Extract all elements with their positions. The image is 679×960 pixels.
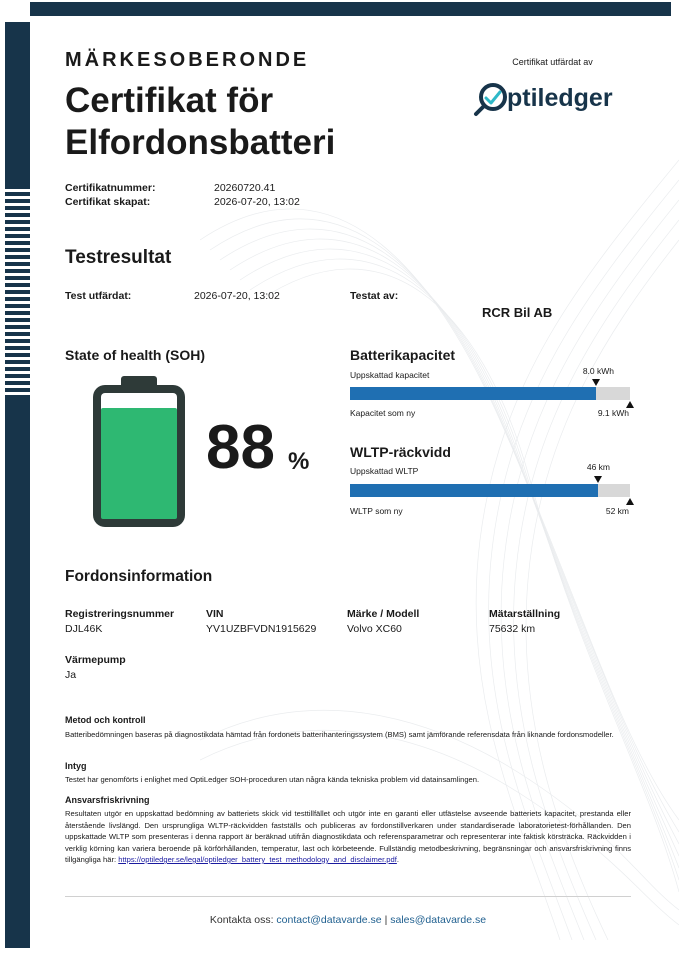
certificate-created-label: Certifikat skapat: bbox=[65, 196, 151, 208]
heat-pump-label: Värmepump bbox=[65, 654, 126, 666]
title-kicker: MÄRKESOBERONDE bbox=[65, 49, 310, 71]
certificate-created-value: 2026-07-20, 13:02 bbox=[214, 196, 300, 208]
sales-email-link[interactable]: sales@datavarde.se bbox=[390, 914, 487, 926]
capacity-estimated-value: 8.0 kWh bbox=[582, 366, 614, 376]
wltp-new-value: 52 km bbox=[605, 506, 629, 516]
wltp-estimated-label: Uppskattad WLTP bbox=[350, 466, 419, 476]
capacity-new-label: Kapacitet som ny bbox=[350, 408, 416, 418]
capacity-heading: Batterikapacitet bbox=[350, 347, 456, 363]
certificate-number-label: Certifikatnummer: bbox=[65, 182, 156, 194]
registration-label: Registreringsnummer bbox=[65, 608, 175, 620]
disclaimer-body: Resultaten utgör en uppskattad bedömning av batteriets skick vid testtillfället och utgör inte en garanti eller utfästelse avseende batteriets kapacitet, prestanda eller återstående livslängd. Den ursprungliga WLTP-räckvidden fastställs och publiceras av fordonstillverkaren under standardiserade laboratorietest-förhållanden. Den uppskattade WLTP som presenteras i denna rapport är beräknad utifrån diagnostikdata och referensparametrar och representerar inte faktisk körsträcka. Räckvidden i verklig körning kan variera beroende på körförhållanden, temperatur, last och körbeteende. Fullständig metodbeskrivning, begränsningar och ansvarsfriskrivning finns tillgängliga här: bbox=[65, 809, 631, 864]
svg-text:ptiledger: ptiledger bbox=[507, 84, 613, 112]
side-bar bbox=[5, 22, 30, 948]
test-issued-value: 2026-07-20, 13:02 bbox=[194, 290, 280, 302]
make-model-value: Volvo XC60 bbox=[347, 623, 402, 635]
disclaimer-link[interactable]: https://optiledger.se/legal/optiledger_battery_test_methodology_and_disclaimer.pdf bbox=[118, 855, 397, 864]
certificate-number-value: 20260720.41 bbox=[214, 182, 276, 194]
footer-separator: | bbox=[384, 914, 388, 926]
vehicle-heading: Fordonsinformation bbox=[65, 568, 213, 585]
method-heading: Metod och kontroll bbox=[65, 715, 146, 725]
wltp-estimated-value: 46 km bbox=[586, 462, 610, 472]
odometer-label: Mätarställning bbox=[489, 608, 561, 620]
capacity-bar bbox=[350, 387, 630, 400]
soh-heading: State of health (SOH) bbox=[65, 347, 206, 363]
wltp-heading: WLTP-räckvidd bbox=[350, 444, 451, 460]
disclaimer-heading: Ansvarsfriskrivning bbox=[65, 795, 150, 805]
heat-pump-value: Ja bbox=[65, 669, 77, 681]
wltp-bar-fill bbox=[350, 484, 598, 497]
test-results-heading: Testresultat bbox=[65, 247, 172, 268]
wltp-new-label: WLTP som ny bbox=[350, 506, 403, 516]
capacity-estimated-label: Uppskattad kapacitet bbox=[350, 370, 430, 380]
soh-unit: % bbox=[288, 448, 310, 475]
disclaimer-text bbox=[65, 808, 631, 866]
battery-level-fill bbox=[101, 408, 177, 519]
registration-value: DJL46K bbox=[65, 623, 103, 635]
footer-prefix: Kontakta oss: bbox=[209, 914, 274, 926]
capacity-new-value: 9.1 kWh bbox=[597, 408, 629, 418]
contact-email-link[interactable]: contact@datavarde.se bbox=[276, 914, 382, 926]
capacity-bar-fill bbox=[350, 387, 596, 400]
top-bar bbox=[30, 2, 671, 16]
test-issued-label: Test utfärdat: bbox=[65, 290, 132, 302]
vin-label: VIN bbox=[206, 608, 224, 620]
tested-by-value: RCR Bil AB bbox=[482, 305, 553, 320]
disclaimer-link-suffix: . bbox=[396, 855, 399, 864]
wltp-estimated-marker bbox=[594, 476, 602, 483]
side-stripes bbox=[5, 185, 30, 395]
wltp-new-marker bbox=[626, 498, 634, 505]
battery-icon bbox=[88, 374, 190, 530]
attest-heading: Intyg bbox=[65, 761, 87, 771]
footer bbox=[65, 914, 631, 926]
issuer-label: Certifikat utfärdat av bbox=[512, 57, 593, 67]
make-model-label: Märke / Modell bbox=[347, 608, 420, 620]
tested-by-label: Testat av: bbox=[350, 290, 399, 302]
vin-value: YV1UZBFVDN1915629 bbox=[206, 623, 317, 635]
page-title: Certifikat för Elfordonsbatteri bbox=[65, 81, 336, 162]
soh-value: 88 bbox=[206, 413, 275, 482]
attest-text: Testet har genomförts i enlighet med OptiLedger SOH-proceduren utan några kända tekniska problem vid datainsamlingen. bbox=[65, 775, 480, 784]
odometer-value: 75632 km bbox=[489, 623, 536, 635]
footer-divider bbox=[65, 896, 631, 897]
wltp-bar bbox=[350, 484, 630, 497]
capacity-estimated-marker bbox=[592, 379, 600, 386]
optiledger-logo bbox=[473, 78, 643, 118]
method-text: Batteribedömningen baseras på diagnostikdata hämtad från fordonets batterihanteringssystem (BMS) samt jämförande referensdata från liknande fordonsmodeller. bbox=[65, 730, 614, 739]
capacity-new-marker bbox=[626, 401, 634, 408]
